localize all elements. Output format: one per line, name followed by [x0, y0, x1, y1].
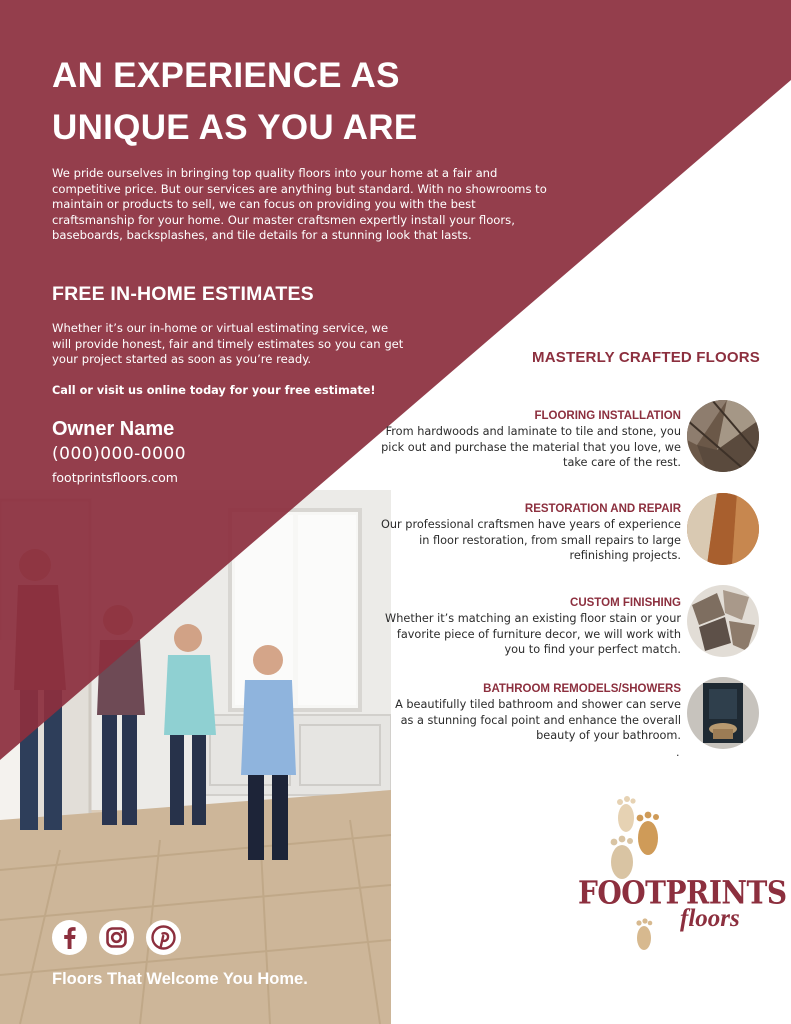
- logo-subtitle: floors: [680, 905, 740, 932]
- owner-name: Owner Name: [52, 418, 175, 440]
- trailing-mark: .: [676, 746, 680, 759]
- service-description: Whether it’s matching an existing floor stain or your favorite piece of furniture decor, we will work with you to find your perfect match.: [385, 612, 681, 657]
- services-heading: MASTERLY CRAFTED FLOORS: [532, 349, 760, 366]
- service-title: CUSTOM FINISHING: [570, 597, 681, 609]
- flooring-installation-thumbnail: [687, 400, 759, 472]
- estimates-title: FREE IN-HOME ESTIMATES: [52, 283, 314, 305]
- service-description: A beautifully tiled bathroom and shower can serve as a stunning focal point and enhance the overall beauty of your bathroom.: [395, 698, 681, 743]
- pinterest-icon[interactable]: [146, 920, 181, 955]
- phone-number[interactable]: (000)000-0000: [52, 444, 187, 464]
- service-description: Our professional craftsmen have years of experience in floor restoration, from small repairs to large refinishing projects.: [381, 518, 681, 563]
- tagline: Floors That Welcome You Home.: [52, 970, 308, 988]
- service-description: From hardwoods and laminate to tile and stone, you pick out and purchase the material that you love, we take care of the rest.: [381, 425, 681, 470]
- estimates-cta: Call or visit us online today for your free estimate!: [52, 384, 376, 397]
- website-link[interactable]: footprintsfloors.com: [52, 470, 178, 485]
- service-title: RESTORATION AND REPAIR: [524, 503, 681, 515]
- service-bathroom-remodels: [381, 682, 681, 744]
- restoration-repair-thumbnail: [687, 493, 759, 565]
- social-links: [52, 920, 181, 955]
- service-restoration-repair: [381, 502, 681, 564]
- service-title: FLOORING INSTALLATION: [534, 410, 681, 422]
- logo-wordmark: FOOTPRINTS: [578, 873, 787, 912]
- service-custom-finishing: [381, 596, 681, 658]
- facebook-icon[interactable]: [52, 920, 87, 955]
- service-title: BATHROOM REMODELS/SHOWERS: [483, 683, 681, 695]
- service-flooring-installation: [381, 409, 681, 471]
- headline-line-1: AN EXPERIENCE AS: [52, 56, 400, 95]
- headline-line-2: UNIQUE AS YOU ARE: [52, 108, 418, 147]
- estimates-body: Whether it’s our in-home or virtual estimating service, we will provide honest, fair and timely estimates so you can get your project started as soon as you’re ready.: [52, 321, 404, 367]
- bathroom-remodels-thumbnail: [687, 677, 759, 749]
- instagram-icon[interactable]: [99, 920, 134, 955]
- headline: [52, 50, 572, 154]
- custom-finishing-thumbnail: [687, 585, 759, 657]
- intro-paragraph: We pride ourselves in bringing top quality floors into your home at a fair and competitive price. But our services are anything but standard. With no showrooms to maintain or products to sell, we can focus on providing you with the best craftsmanship for your home. Our master craftsmen expertly install your floors, baseboards, backsplashes, and tile details for a stunning look that lasts.: [52, 166, 547, 243]
